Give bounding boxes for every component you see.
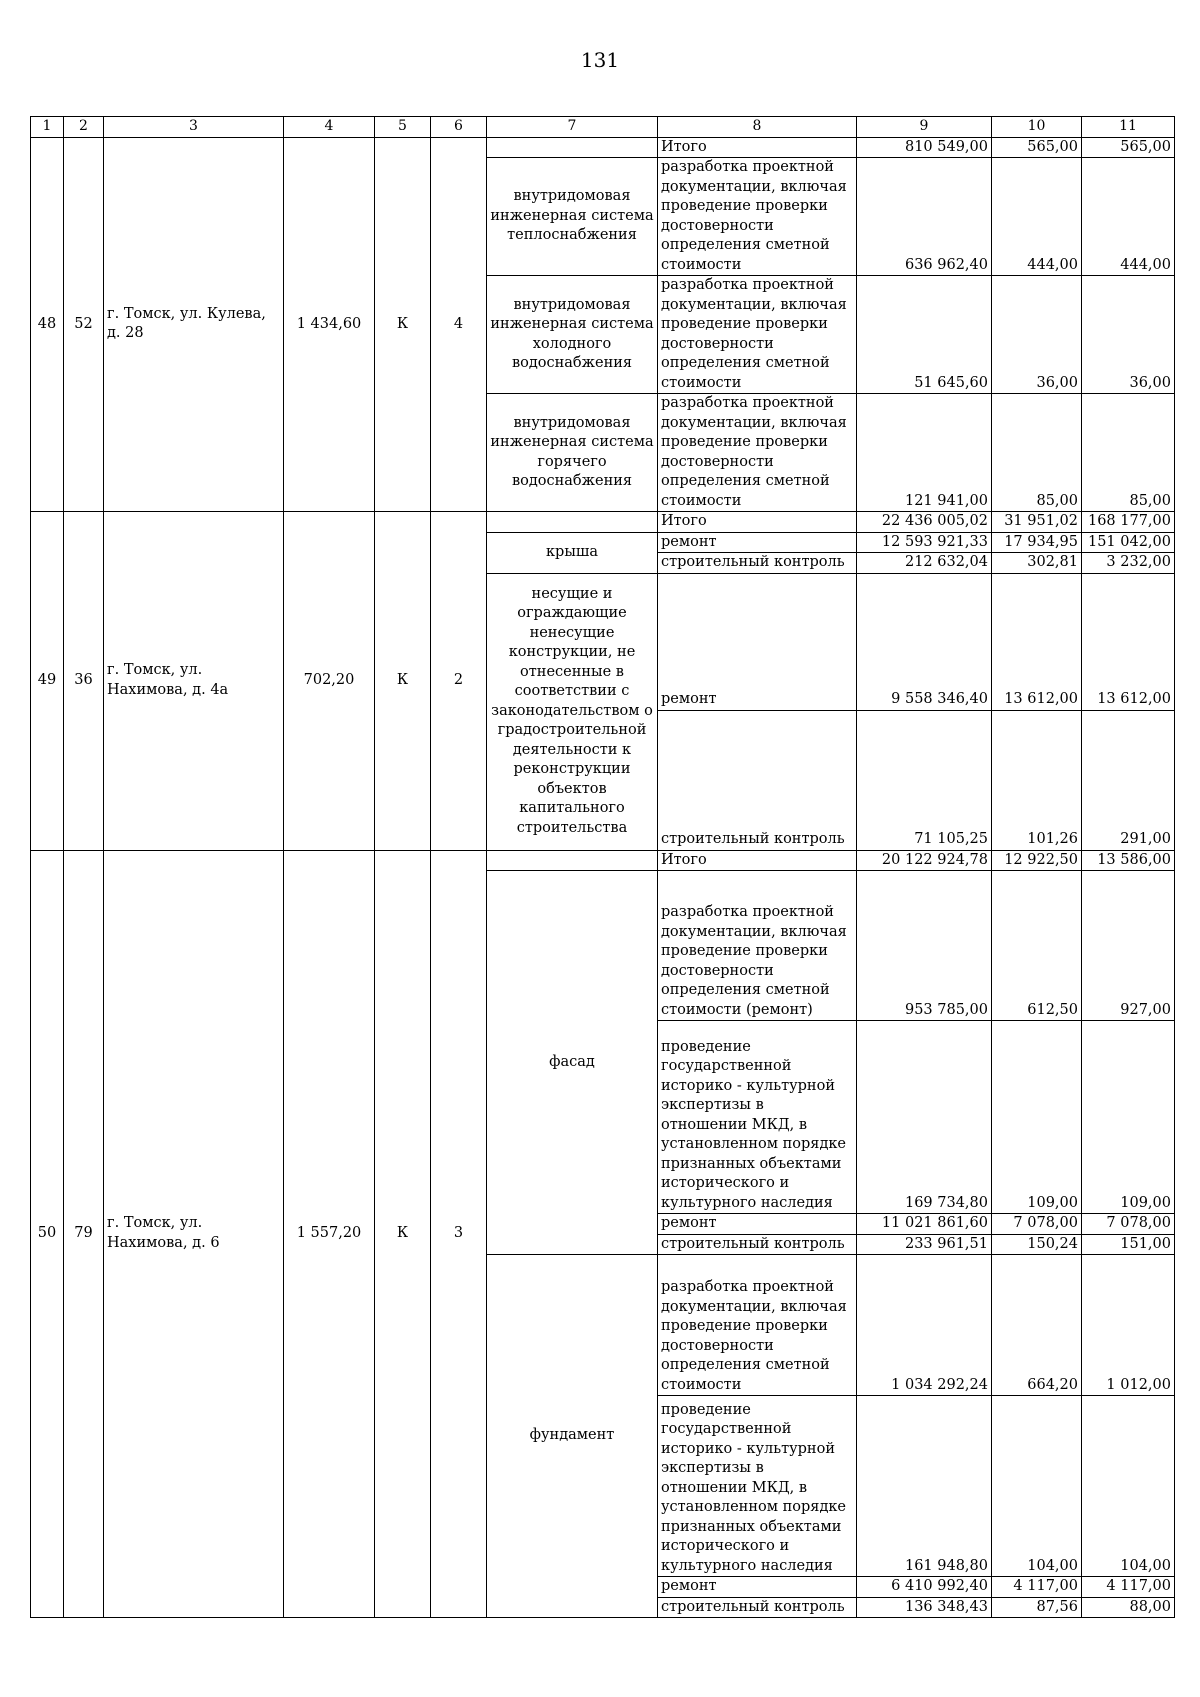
element-name: фасад [487,871,658,1255]
max-unit-cost: 565,00 [1082,137,1175,158]
element-name: фундамент [487,1255,658,1618]
cost-value: 636 962,40 [857,158,992,276]
house-type: К [375,850,431,1618]
cost-value: 136 348,43 [857,1597,992,1618]
max-unit-cost: 1 012,00 [1082,1255,1175,1396]
cost-value: 20 122 924,78 [857,850,992,871]
work-type: разработка проектной документации, включая проведение проверки достоверности определения сметной стоимости [658,158,857,276]
max-unit-cost: 104,00 [1082,1396,1175,1577]
work-type: проведение государственной историко - культурной экспертизы в отношении МКД, в установленном порядке признанных объектами исторического и культурного наследия [658,1396,857,1577]
unit-cost: 101,26 [992,710,1082,850]
column-header: 2 [64,117,104,138]
house-category: 2 [431,512,487,851]
unit-cost: 565,00 [992,137,1082,158]
work-type: разработка проектной документации, включая проведение проверки достоверности определения сметной стоимости (ремонт) [658,871,857,1021]
cost-value: 212 632,04 [857,553,992,574]
max-unit-cost: 109,00 [1082,1021,1175,1214]
table-row [31,137,1175,158]
unit-cost: 17 934,95 [992,532,1082,553]
capital-repair-table [30,116,1175,1618]
cost-value: 51 645,60 [857,276,992,394]
element-name: внутридомовая инженерная система холодного водоснабжения [487,276,658,394]
element-cell [487,512,658,533]
unit-cost: 150,24 [992,1234,1082,1255]
column-header: 10 [992,117,1082,138]
element-cell [487,137,658,158]
max-unit-cost: 88,00 [1082,1597,1175,1618]
cost-value: 169 734,80 [857,1021,992,1214]
table-row [31,850,1175,871]
work-type: проведение государственной историко - культурной экспертизы в отношении МКД, в установленном порядке признанных объектами исторического и культурного наследия [658,1021,857,1214]
work-type: разработка проектной документации, включая проведение проверки достоверности определения сметной стоимости [658,394,857,512]
column-header: 7 [487,117,658,138]
cost-value: 6 410 992,40 [857,1577,992,1598]
unit-cost: 85,00 [992,394,1082,512]
max-unit-cost: 4 117,00 [1082,1577,1175,1598]
work-type: Итого [658,512,857,533]
work-type: строительный контроль [658,1597,857,1618]
house-area: 1 434,60 [284,137,375,512]
page-number: 131 [580,48,620,72]
work-type: строительный контроль [658,553,857,574]
cost-value: 9 558 346,40 [857,573,992,710]
column-header: 4 [284,117,375,138]
work-type: ремонт [658,573,857,710]
house-address: г. Томск, ул. Нахимова, д. 4а [104,512,284,851]
house-area: 1 557,20 [284,850,375,1618]
cost-value: 11 021 861,60 [857,1214,992,1235]
house-id: 36 [64,512,104,851]
max-unit-cost: 7 078,00 [1082,1214,1175,1235]
max-unit-cost: 927,00 [1082,871,1175,1021]
work-type: разработка проектной документации, включая проведение проверки достоверности определения сметной стоимости [658,1255,857,1396]
house-address: г. Томск, ул. Нахимова, д. 6 [104,850,284,1618]
work-type: строительный контроль [658,1234,857,1255]
unit-cost: 36,00 [992,276,1082,394]
work-type: ремонт [658,1214,857,1235]
unit-cost: 109,00 [992,1021,1082,1214]
cost-value: 121 941,00 [857,394,992,512]
unit-cost: 444,00 [992,158,1082,276]
house-address: г. Томск, ул. Кулева, д. 28 [104,137,284,512]
element-name: внутридомовая инженерная система теплоснабжения [487,158,658,276]
column-header: 5 [375,117,431,138]
row-number: 49 [31,512,64,851]
max-unit-cost: 3 232,00 [1082,553,1175,574]
element-name: крыша [487,532,658,573]
unit-cost: 7 078,00 [992,1214,1082,1235]
cost-value: 810 549,00 [857,137,992,158]
work-type: строительный контроль [658,710,857,850]
house-area: 702,20 [284,512,375,851]
column-header: 1 [31,117,64,138]
work-type: ремонт [658,532,857,553]
column-header-row [31,117,1175,138]
max-unit-cost: 291,00 [1082,710,1175,850]
unit-cost: 104,00 [992,1396,1082,1577]
work-type: разработка проектной документации, включая проведение проверки достоверности определения сметной стоимости [658,276,857,394]
element-cell [487,850,658,871]
column-header: 11 [1082,117,1175,138]
max-unit-cost: 36,00 [1082,276,1175,394]
max-unit-cost: 444,00 [1082,158,1175,276]
unit-cost: 13 612,00 [992,573,1082,710]
unit-cost: 12 922,50 [992,850,1082,871]
column-header: 9 [857,117,992,138]
house-id: 52 [64,137,104,512]
cost-value: 1 034 292,24 [857,1255,992,1396]
element-name: несущие и ограждающие ненесущие конструкции, не отнесенные в соответствии с законодательством о градостроительной деятельности к реконструкции объектов капитального строительства [487,573,658,850]
unit-cost: 31 951,02 [992,512,1082,533]
max-unit-cost: 151,00 [1082,1234,1175,1255]
cost-value: 22 436 005,02 [857,512,992,533]
cost-value: 233 961,51 [857,1234,992,1255]
house-category: 3 [431,850,487,1618]
house-category: 4 [431,137,487,512]
row-number: 50 [31,850,64,1618]
work-type: Итого [658,850,857,871]
max-unit-cost: 85,00 [1082,394,1175,512]
column-header: 3 [104,117,284,138]
column-header: 6 [431,117,487,138]
work-type: ремонт [658,1577,857,1598]
cost-value: 71 105,25 [857,710,992,850]
cost-value: 161 948,80 [857,1396,992,1577]
house-type: К [375,512,431,851]
house-id: 79 [64,850,104,1618]
unit-cost: 302,81 [992,553,1082,574]
max-unit-cost: 13 612,00 [1082,573,1175,710]
work-type: Итого [658,137,857,158]
unit-cost: 612,50 [992,871,1082,1021]
house-type: К [375,137,431,512]
unit-cost: 87,56 [992,1597,1082,1618]
row-number: 48 [31,137,64,512]
unit-cost: 4 117,00 [992,1577,1082,1598]
cost-value: 953 785,00 [857,871,992,1021]
element-name: внутридомовая инженерная система горячего водоснабжения [487,394,658,512]
max-unit-cost: 151 042,00 [1082,532,1175,553]
table-row [31,512,1175,533]
max-unit-cost: 168 177,00 [1082,512,1175,533]
max-unit-cost: 13 586,00 [1082,850,1175,871]
unit-cost: 664,20 [992,1255,1082,1396]
cost-value: 12 593 921,33 [857,532,992,553]
column-header: 8 [658,117,857,138]
